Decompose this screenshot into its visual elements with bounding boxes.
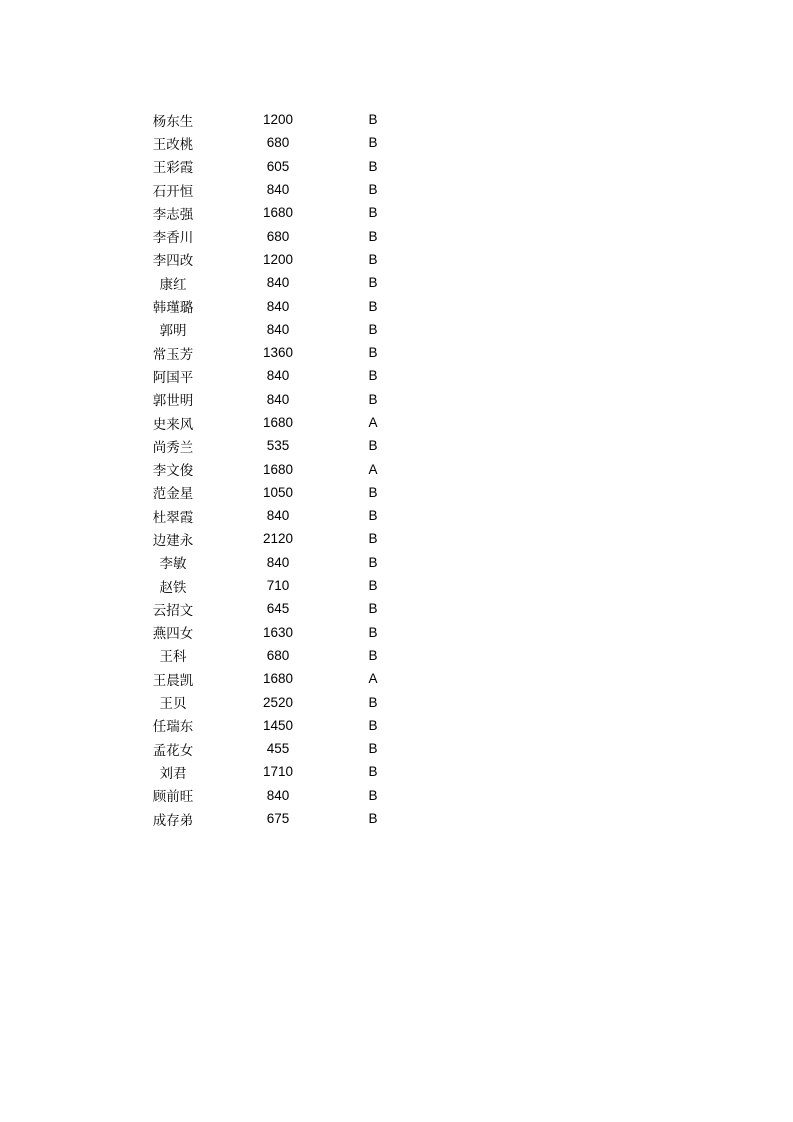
amount-cell: 1630	[262, 624, 294, 640]
grade-cell: B	[368, 112, 378, 128]
name-cell: 孟花女	[152, 742, 194, 759]
table-row	[133, 318, 413, 341]
table-row	[133, 201, 413, 224]
table-row	[133, 574, 413, 597]
name-cell: 王晨凯	[152, 672, 194, 689]
amount-cell: 1360	[262, 345, 294, 361]
table-row	[133, 644, 413, 667]
grade-cell: A	[368, 671, 378, 687]
name-cell: 成存弟	[152, 812, 194, 829]
grade-cell: B	[368, 764, 378, 780]
grade-cell: A	[368, 461, 378, 477]
name-cell: 石开恒	[152, 183, 194, 200]
grade-cell: B	[368, 438, 378, 454]
name-cell: 杨东生	[152, 113, 194, 130]
table-row	[133, 131, 413, 154]
name-cell: 云招文	[152, 602, 194, 619]
amount-cell: 1200	[262, 112, 294, 128]
amount-cell: 680	[266, 135, 290, 151]
name-cell: 李志强	[152, 206, 194, 223]
grade-cell: B	[368, 158, 378, 174]
amount-cell: 1450	[262, 717, 294, 733]
name-cell: 边建永	[152, 532, 194, 549]
grade-cell: B	[368, 484, 378, 500]
amount-cell: 680	[266, 228, 290, 244]
name-cell: 任瑞东	[152, 719, 194, 736]
amount-cell: 840	[266, 554, 290, 570]
table-row	[133, 481, 413, 504]
name-cell: 王彩霞	[152, 160, 194, 177]
table-row	[133, 760, 413, 783]
amount-cell: 1680	[262, 671, 294, 687]
table-row	[133, 108, 413, 131]
grade-cell: B	[368, 298, 378, 314]
grade-cell: B	[368, 554, 378, 570]
name-cell: 尚秀兰	[152, 439, 194, 456]
amount-cell: 840	[266, 787, 290, 803]
table-row	[133, 457, 413, 480]
amount-cell: 840	[266, 321, 290, 337]
grade-cell: B	[368, 624, 378, 640]
name-cell: 杜翠霞	[152, 509, 194, 526]
amount-cell: 840	[266, 298, 290, 314]
name-cell: 赵铁	[159, 579, 187, 596]
amount-cell: 455	[266, 741, 290, 757]
grade-cell: B	[368, 275, 378, 291]
name-cell: 王科	[159, 649, 187, 666]
grade-cell: B	[368, 391, 378, 407]
name-cell: 常玉芳	[152, 346, 194, 363]
amount-cell: 1680	[262, 205, 294, 221]
name-cell: 史来风	[152, 416, 194, 433]
amount-cell: 1050	[262, 484, 294, 500]
name-cell: 阿国平	[152, 369, 194, 386]
amount-cell: 675	[266, 811, 290, 827]
amount-cell: 605	[266, 158, 290, 174]
grade-cell: B	[368, 787, 378, 803]
table-row	[133, 434, 413, 457]
table-row	[133, 178, 413, 201]
grade-cell: B	[368, 717, 378, 733]
grade-cell: B	[368, 228, 378, 244]
table-row	[133, 737, 413, 760]
table-row	[133, 597, 413, 620]
grade-cell: B	[368, 182, 378, 198]
table-row	[133, 621, 413, 644]
table-row	[133, 551, 413, 574]
grade-cell: B	[368, 508, 378, 524]
amount-cell: 1200	[262, 251, 294, 267]
name-cell: 康红	[159, 276, 187, 293]
amount-cell: 840	[266, 275, 290, 291]
table-row	[133, 784, 413, 807]
table-row	[133, 364, 413, 387]
grade-cell: B	[368, 647, 378, 663]
name-cell: 郭世明	[152, 393, 194, 410]
table-row	[133, 341, 413, 364]
amount-cell: 535	[266, 438, 290, 454]
amount-cell: 1680	[262, 415, 294, 430]
name-cell: 王改桃	[152, 136, 194, 153]
name-cell: 李敏	[159, 556, 187, 573]
grade-cell: B	[368, 531, 378, 547]
amount-cell: 2520	[262, 694, 294, 710]
table-row	[133, 411, 413, 434]
grade-cell: B	[368, 368, 378, 384]
name-cell: 李文俊	[152, 463, 194, 480]
data-table	[133, 108, 413, 830]
amount-cell: 645	[266, 601, 290, 617]
name-cell: 韩瑾璐	[152, 300, 194, 317]
amount-cell: 840	[266, 368, 290, 384]
amount-cell: 710	[266, 578, 290, 594]
table-row	[133, 690, 413, 713]
table-row	[133, 294, 413, 317]
amount-cell: 2120	[262, 531, 294, 547]
table-row	[133, 248, 413, 271]
amount-cell: 1680	[262, 461, 294, 477]
grade-cell: B	[368, 578, 378, 594]
name-cell: 范金星	[152, 486, 194, 503]
amount-cell: 680	[266, 647, 290, 663]
name-cell: 郭明	[159, 323, 187, 340]
table-row	[133, 155, 413, 178]
table-row	[133, 527, 413, 550]
grade-cell: B	[368, 321, 378, 337]
table-row	[133, 504, 413, 527]
table-row	[133, 714, 413, 737]
grade-cell: A	[368, 415, 378, 430]
table-row	[133, 807, 413, 830]
grade-cell: B	[368, 135, 378, 151]
grade-cell: B	[368, 251, 378, 267]
name-cell: 刘君	[159, 765, 187, 782]
table-row	[133, 667, 413, 690]
name-cell: 顾前旺	[152, 789, 194, 806]
grade-cell: B	[368, 741, 378, 757]
table-row	[133, 224, 413, 247]
name-cell: 李四改	[152, 253, 194, 270]
amount-cell: 840	[266, 508, 290, 524]
grade-cell: B	[368, 811, 378, 827]
grade-cell: B	[368, 345, 378, 361]
name-cell: 燕四女	[152, 626, 194, 643]
grade-cell: B	[368, 205, 378, 221]
table-row	[133, 388, 413, 411]
name-cell: 王贝	[159, 696, 187, 713]
name-cell: 李香川	[152, 230, 194, 247]
amount-cell: 840	[266, 391, 290, 407]
grade-cell: B	[368, 694, 378, 710]
table-row	[133, 271, 413, 294]
amount-cell: 840	[266, 182, 290, 198]
amount-cell: 1710	[262, 764, 294, 780]
grade-cell: B	[368, 601, 378, 617]
